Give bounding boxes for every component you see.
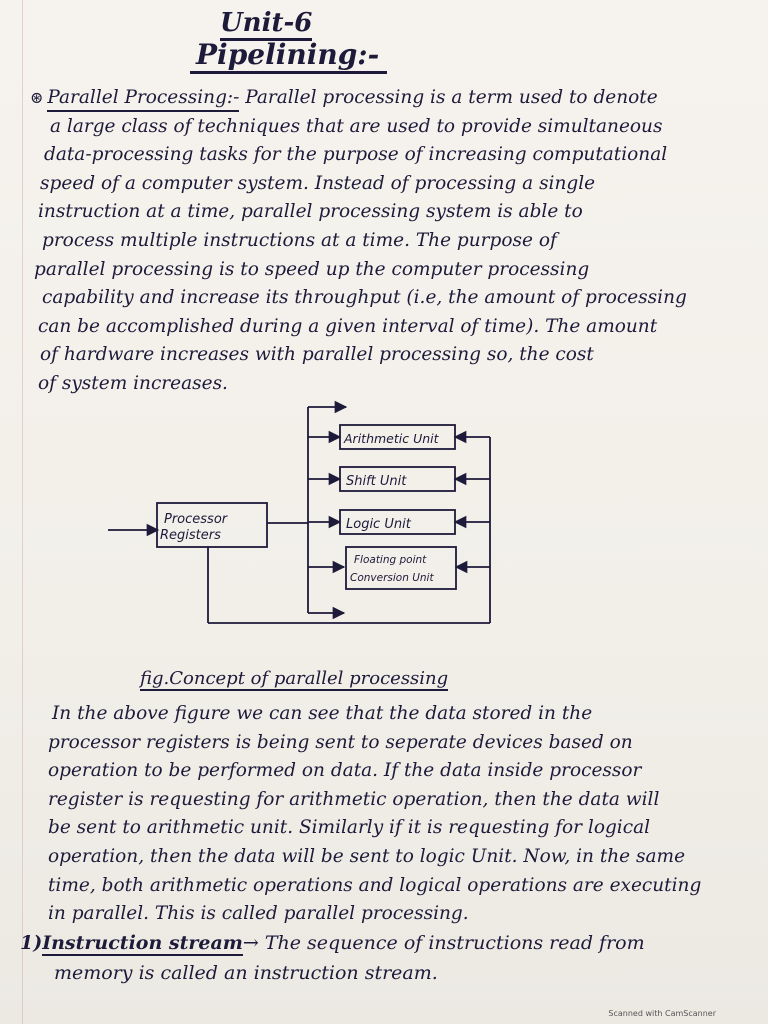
intro-text: Parallel processing is a term used to denote [245, 87, 658, 108]
unit-label: Logic Unit [346, 517, 411, 532]
intro-line: speed of a computer system. Instead of processing a single [40, 172, 596, 194]
arrow-icon: → [242, 932, 259, 954]
intro-line-1 [30, 84, 687, 113]
figure-caption [140, 668, 448, 689]
processor-label [160, 512, 229, 543]
parallel-processing-diagram [100, 395, 500, 645]
definition-line-2: memory is called an instruction stream. [54, 962, 438, 984]
explanation-line: in parallel. This is called parallel processing. [48, 903, 469, 925]
intro-line: capability and increase its throughput (i.e, the amount of processing [42, 287, 687, 309]
definition-block [20, 928, 645, 988]
section-lead: Parallel Processing:- [47, 86, 239, 112]
explanation-line: operation, then the data will be sent to logic Unit. Now, in the same [48, 845, 686, 867]
unit-label: Shift Unit [346, 474, 407, 489]
explanation-line: time, both arithmetic operations and logical operations are executing [48, 874, 702, 896]
definition-number: 1) [20, 932, 43, 954]
intro-line: of hardware increases with parallel processing so, the cost [40, 344, 594, 366]
intro-line: of system increases. [38, 372, 228, 394]
explanation-line: operation to be performed on data. If the data inside processor [48, 760, 642, 782]
definition-text: The sequence of instructions read from [264, 932, 645, 954]
definition-line-1 [20, 928, 645, 958]
caption-text: Concept of parallel processing [169, 668, 449, 689]
margin-line [22, 0, 23, 1024]
bullet-icon: ⊛ [30, 88, 44, 107]
caption-prefix: fig. [140, 668, 170, 689]
intro-line: data-processing tasks for the purpose of increasing computational [44, 144, 668, 166]
intro-paragraph [30, 84, 687, 399]
intro-line: process multiple instructions at a time. The purpose of [42, 229, 557, 251]
scanner-watermark: Scanned with CamScanner [608, 1009, 716, 1018]
unit-heading: Unit-6 [220, 8, 312, 41]
unit-label: Arithmetic Unit [344, 431, 439, 446]
processor-label-2: Registers [160, 528, 221, 543]
intro-line: instruction at a time, parallel processing system is able to [38, 201, 583, 223]
intro-line: a large class of techniques that are used to provide simultaneous [50, 115, 663, 137]
page-title: Pipelining:- [190, 38, 387, 74]
diagram-svg [100, 395, 500, 645]
explanation-paragraph [48, 700, 702, 929]
explanation-line: processor registers is being sent to seperate devices based on [48, 731, 633, 753]
intro-line: can be accomplished during a given interval of time). The amount [38, 315, 658, 337]
processor-label-1: Processor [164, 512, 228, 527]
intro-line: parallel processing is to speed up the computer processing [34, 258, 590, 280]
explanation-line: In the above figure we can see that the data stored in the [52, 703, 593, 724]
definition-term: Instruction stream [42, 932, 243, 954]
float-label-2: Conversion Unit [350, 572, 434, 584]
explanation-line: be sent to arithmetic unit. Similarly if it is requesting for logical [48, 817, 651, 839]
explanation-line: register is requesting for arithmetic operation, then the data will [48, 788, 660, 810]
float-label-1: Floating point [354, 554, 427, 566]
